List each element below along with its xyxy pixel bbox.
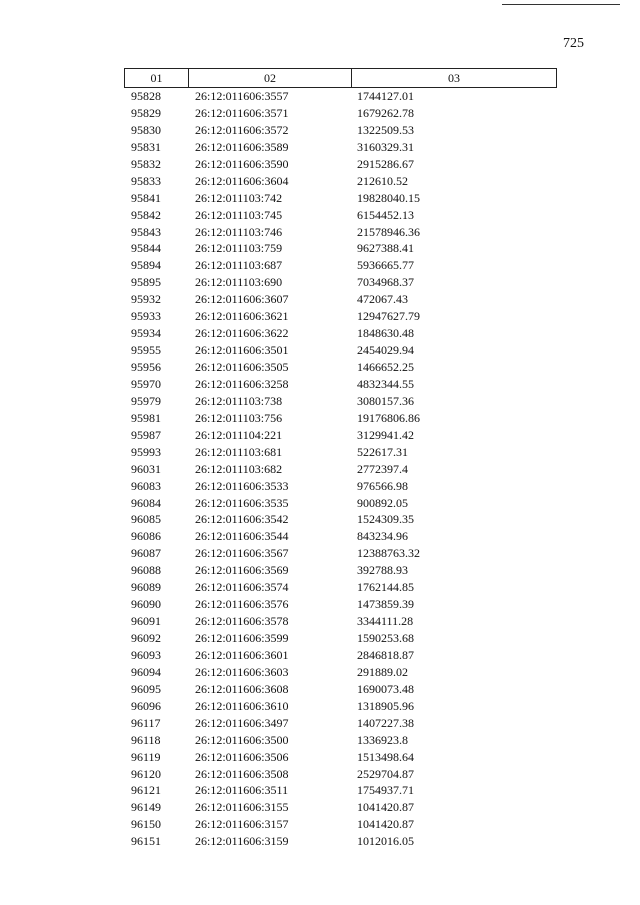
cell-id: 96151: [131, 834, 161, 849]
cell-value: 1754937.71: [357, 783, 414, 798]
cell-value: 1744127.01: [357, 89, 414, 103]
table-row: [124, 833, 557, 850]
cell-value: 1407227.38: [357, 715, 414, 730]
cell-cadastral-number: 26:12:011606:3155: [195, 800, 289, 815]
cell-value: 19176806.86: [357, 410, 420, 425]
cell-id: 96084: [131, 495, 161, 510]
table-row: [124, 799, 557, 816]
cell-id: 96117: [131, 715, 161, 730]
cell-value: 2915286.67: [357, 156, 414, 171]
cell-cadastral-number: 26:12:011606:3621: [195, 309, 289, 324]
cell-id: 96031: [131, 461, 161, 476]
cell-value: 9627388.41: [357, 241, 414, 256]
cell-id: 96090: [131, 597, 161, 612]
cell-cadastral-number: 26:12:011103:742: [195, 190, 283, 205]
top-rule-line: [502, 4, 620, 5]
cell-id: 95979: [131, 393, 161, 408]
cell-id: 96120: [131, 766, 161, 781]
table-row: [124, 766, 557, 783]
cell-value: 1524309.35: [357, 512, 414, 527]
table-row: [124, 545, 557, 562]
table-body: [124, 88, 557, 850]
cell-value: 843234.96: [357, 529, 408, 544]
cell-id: 95832: [131, 156, 161, 171]
cell-value: 976566.98: [357, 478, 408, 493]
cell-value: 1473859.39: [357, 597, 414, 612]
cell-cadastral-number: 26:12:011606:3607: [195, 292, 289, 307]
table-row: [124, 562, 557, 579]
cell-id: 95933: [131, 309, 161, 324]
cell-value: 3080157.36: [357, 393, 414, 408]
cell-id: 95841: [131, 190, 161, 205]
cell-cadastral-number: 26:12:011606:3159: [195, 834, 289, 849]
cell-id: 96118: [131, 732, 161, 747]
cell-cadastral-number: 26:12:011606:3157: [195, 817, 289, 832]
cell-value: 4832344.55: [357, 376, 414, 391]
table-row: [124, 596, 557, 613]
cell-id: 95970: [131, 376, 161, 391]
cell-id: 95830: [131, 122, 161, 137]
cell-value: 3160329.31: [357, 139, 414, 154]
cell-cadastral-number: 26:12:011606:3497: [195, 715, 289, 730]
cell-cadastral-number: 26:12:011103:682: [195, 461, 283, 476]
table-row: [124, 393, 557, 410]
cell-cadastral-number: 26:12:011606:3569: [195, 563, 289, 578]
table-row: [124, 511, 557, 528]
cell-cadastral-number: 26:12:011606:3599: [195, 631, 289, 645]
cell-id: 95831: [131, 139, 161, 154]
cell-id: 95934: [131, 326, 161, 341]
cell-id: 95956: [131, 360, 161, 374]
cell-id: 95843: [131, 224, 161, 239]
cell-cadastral-number: 26:12:011103:690: [195, 275, 283, 290]
cell-value: 19828040.15: [357, 190, 420, 205]
table-row: [124, 461, 557, 478]
cell-cadastral-number: 26:12:011606:3603: [195, 664, 289, 679]
cell-value: 1318905.96: [357, 698, 414, 713]
table-row: [124, 613, 557, 630]
table-row: [124, 190, 557, 207]
cell-value: 1690073.48: [357, 681, 414, 696]
table-row: [124, 478, 557, 495]
table-row: [124, 240, 557, 257]
cell-cadastral-number: 26:12:011606:3557: [195, 89, 289, 103]
cell-id: 96086: [131, 529, 161, 544]
table-row: [124, 664, 557, 681]
cell-value: 1513498.64: [357, 749, 414, 764]
cell-value: 12388763.32: [357, 546, 420, 561]
cell-id: 96087: [131, 546, 161, 561]
table-row: [124, 410, 557, 427]
cell-id: 95895: [131, 275, 161, 290]
cell-value: 2529704.87: [357, 766, 414, 781]
cell-value: 1336923.8: [357, 732, 408, 747]
cell-id: 95842: [131, 207, 161, 222]
table-row: [124, 427, 557, 444]
table-row: [124, 715, 557, 732]
cell-cadastral-number: 26:12:011606:3544: [195, 529, 289, 544]
cell-id: 96121: [131, 783, 161, 798]
cell-id: 96083: [131, 478, 161, 493]
cell-id: 95993: [131, 444, 161, 459]
cell-id: 95987: [131, 427, 161, 442]
cell-value: 900892.05: [357, 495, 408, 510]
table-row: [124, 105, 557, 122]
cell-value: 6154452.13: [357, 207, 414, 222]
table-row: [124, 359, 557, 376]
table-row: [124, 782, 557, 799]
cell-value: 472067.43: [357, 292, 408, 307]
cell-cadastral-number: 26:12:011103:745: [195, 207, 283, 222]
cell-cadastral-number: 26:12:011606:3506: [195, 749, 289, 764]
cell-id: 95833: [131, 173, 161, 188]
cell-cadastral-number: 26:12:011606:3610: [195, 698, 289, 713]
cell-value: 1041420.87: [357, 800, 414, 815]
cell-value: 2846818.87: [357, 647, 414, 662]
cell-cadastral-number: 26:12:011606:3589: [195, 139, 289, 154]
cell-value: 1848630.48: [357, 326, 414, 341]
cell-value: 3129941.42: [357, 427, 414, 442]
table-row: [124, 376, 557, 393]
table-row: [124, 444, 557, 461]
cell-value: 1466652.25: [357, 360, 414, 374]
table-header-row: [124, 68, 557, 88]
cell-cadastral-number: 26:12:011103:759: [195, 241, 283, 256]
cell-cadastral-number: 26:12:011606:3542: [195, 512, 289, 527]
cell-cadastral-number: 26:12:011606:3501: [195, 343, 289, 358]
cell-cadastral-number: 26:12:011606:3574: [195, 580, 289, 595]
cell-cadastral-number: 26:12:011606:3572: [195, 122, 289, 137]
cell-value: 2772397.4: [357, 461, 408, 476]
cell-id: 96089: [131, 580, 161, 595]
cell-cadastral-number: 26:12:011606:3601: [195, 647, 289, 662]
cell-cadastral-number: 26:12:011606:3576: [195, 597, 289, 612]
table-row: [124, 325, 557, 342]
cell-id: 95844: [131, 241, 161, 256]
cell-cadastral-number: 26:12:011606:3604: [195, 173, 289, 188]
table-row: [124, 749, 557, 766]
table-row: [124, 579, 557, 596]
cell-cadastral-number: 26:12:011606:3533: [195, 478, 289, 493]
table-row: [124, 207, 557, 224]
cell-value: 1762144.85: [357, 580, 414, 595]
cell-id: 96088: [131, 563, 161, 578]
header-col-02: 02: [189, 69, 352, 87]
cell-id: 95828: [131, 89, 161, 103]
cell-cadastral-number: 26:12:011103:746: [195, 224, 283, 239]
cell-value: 1679262.78: [357, 105, 414, 120]
table-row: [124, 698, 557, 715]
cell-cadastral-number: 26:12:011103:756: [195, 410, 283, 425]
cell-value: 291889.02: [357, 664, 408, 679]
table-row: [124, 88, 557, 105]
table-row: [124, 816, 557, 833]
cell-value: 7034968.37: [357, 275, 414, 290]
cell-id: 96119: [131, 749, 161, 764]
cell-id: 96096: [131, 698, 161, 713]
table-row: [124, 139, 557, 156]
table-row: [124, 630, 557, 647]
cell-value: 1041420.87: [357, 817, 414, 832]
cell-cadastral-number: 26:12:011103:687: [195, 258, 283, 273]
cell-id: 95981: [131, 410, 161, 425]
table-row: [124, 291, 557, 308]
table-row: [124, 732, 557, 749]
cell-cadastral-number: 26:12:011606:3535: [195, 495, 289, 510]
cell-id: 96150: [131, 817, 161, 832]
cell-id: 95829: [131, 105, 161, 120]
cell-id: 96085: [131, 512, 161, 527]
cell-cadastral-number: 26:12:011606:3258: [195, 376, 289, 391]
header-col-01: 01: [125, 69, 189, 87]
cell-value: 5936665.77: [357, 258, 414, 273]
cell-id: 96091: [131, 614, 161, 629]
cell-id: 96093: [131, 647, 161, 662]
table-row: [124, 257, 557, 274]
cell-cadastral-number: 26:12:011606:3567: [195, 546, 289, 561]
cell-value: 1590253.68: [357, 631, 414, 645]
data-table: [124, 68, 557, 850]
table-row: [124, 274, 557, 291]
cell-id: 96094: [131, 664, 161, 679]
cell-value: 1012016.05: [357, 834, 414, 849]
header-col-03: 03: [448, 71, 460, 85]
cell-value: 212610.52: [357, 173, 408, 188]
cell-value: 2454029.94: [357, 343, 414, 358]
table-row: [124, 173, 557, 190]
cell-value: 522617.31: [357, 444, 408, 459]
cell-value: 21578946.36: [357, 224, 420, 239]
cell-cadastral-number: 26:12:011103:681: [195, 444, 283, 459]
cell-cadastral-number: 26:12:011606:3608: [195, 681, 289, 696]
cell-cadastral-number: 26:12:011606:3590: [195, 156, 289, 171]
cell-cadastral-number: 26:12:011606:3505: [195, 360, 289, 374]
table-row: [124, 122, 557, 139]
table-row: [124, 342, 557, 359]
cell-cadastral-number: 26:12:011606:3500: [195, 732, 289, 747]
cell-cadastral-number: 26:12:011606:3571: [195, 105, 289, 120]
table-row: [124, 681, 557, 698]
page-number: 725: [563, 36, 584, 51]
table-row: [124, 528, 557, 545]
cell-id: 96149: [131, 800, 161, 815]
cell-cadastral-number: 26:12:011104:221: [195, 427, 283, 442]
cell-value: 3344111.28: [357, 614, 414, 629]
cell-cadastral-number: 26:12:011103:738: [195, 393, 283, 408]
table-row: [124, 156, 557, 173]
cell-value: 1322509.53: [357, 122, 414, 137]
table-row: [124, 224, 557, 241]
table-row: [124, 647, 557, 664]
cell-value: 12947627.79: [357, 309, 420, 324]
cell-value: 392788.93: [357, 563, 408, 578]
cell-cadastral-number: 26:12:011606:3511: [195, 783, 289, 798]
cell-id: 95955: [131, 343, 161, 358]
table-row: [124, 495, 557, 512]
cell-id: 96092: [131, 631, 161, 645]
cell-id: 95894: [131, 258, 161, 273]
cell-cadastral-number: 26:12:011606:3622: [195, 326, 289, 341]
cell-cadastral-number: 26:12:011606:3578: [195, 614, 289, 629]
cell-id: 95932: [131, 292, 161, 307]
table-row: [124, 308, 557, 325]
cell-id: 96095: [131, 681, 161, 696]
cell-cadastral-number: 26:12:011606:3508: [195, 766, 289, 781]
